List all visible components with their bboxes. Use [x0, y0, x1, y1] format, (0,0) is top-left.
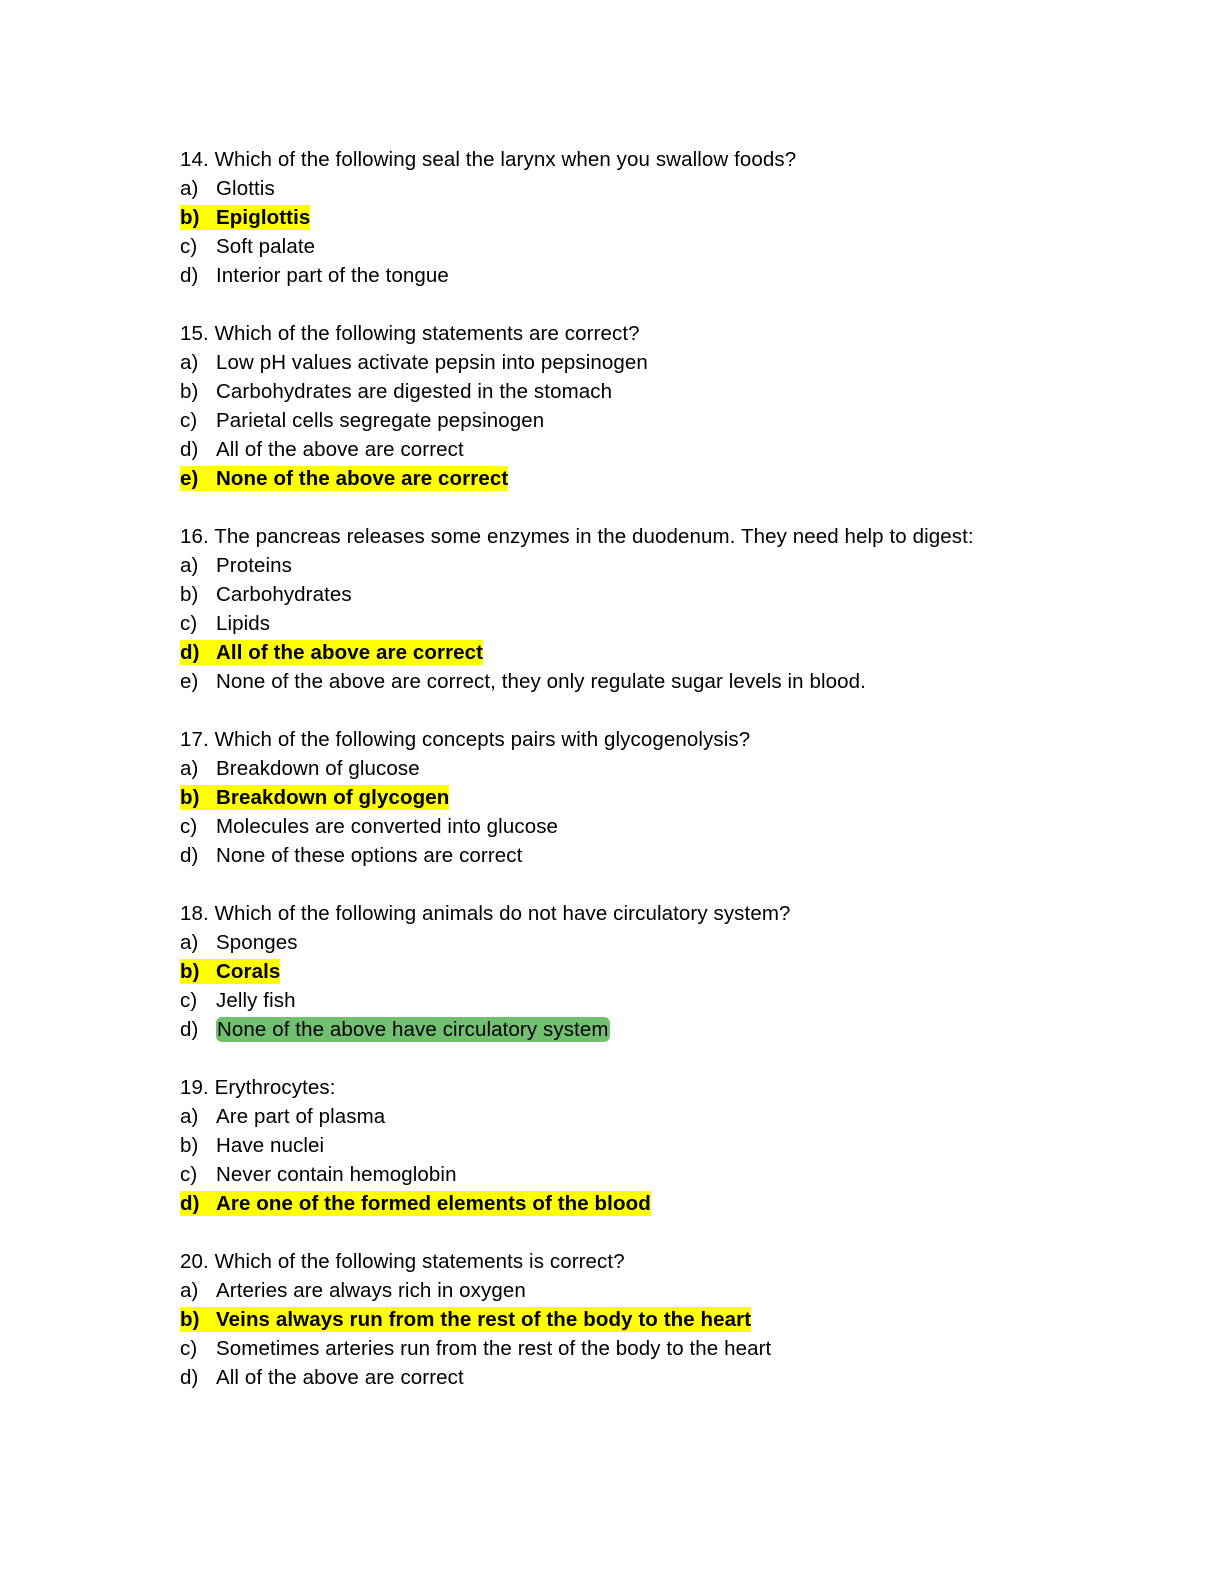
option-letter: c)	[180, 815, 198, 838]
question-stem: 18. Which of the following animals do not have circulatory system?	[180, 902, 791, 925]
answer-option	[180, 174, 1080, 203]
highlighted-answer	[180, 640, 483, 665]
option-letter: d)	[180, 844, 199, 867]
option-body	[180, 843, 522, 868]
highlighted-answer	[180, 959, 280, 984]
option-body	[180, 611, 270, 636]
option-text: Breakdown of glycogen	[216, 786, 450, 809]
answer-option	[180, 551, 1080, 580]
answer-option	[180, 1276, 1080, 1305]
option-body	[180, 1017, 610, 1042]
highlighted-answer	[180, 205, 310, 230]
option-body	[180, 408, 544, 433]
answer-option	[180, 1131, 1080, 1160]
option-letter: c)	[180, 989, 198, 1012]
option-letter: b)	[180, 1134, 199, 1157]
option-letter: b)	[180, 960, 200, 983]
highlighted-answer	[180, 466, 508, 491]
answer-option	[180, 1363, 1080, 1392]
option-text: None of the above are correct	[216, 467, 509, 490]
option-body	[180, 988, 296, 1013]
option-body	[180, 1278, 526, 1303]
option-letter: c)	[180, 235, 198, 258]
option-text: All of the above are correct	[216, 438, 464, 461]
option-body	[180, 756, 420, 781]
question-block	[180, 145, 1080, 290]
option-text: Are part of plasma	[216, 1105, 386, 1128]
option-letter: a)	[180, 351, 199, 374]
option-body	[180, 263, 449, 288]
option-body	[180, 582, 352, 607]
answer-option	[180, 1189, 1080, 1218]
question-stem: 17. Which of the following concepts pairs with glycogenolysis?	[180, 728, 751, 751]
answer-option	[180, 203, 1080, 232]
option-text: Never contain hemoglobin	[216, 1163, 457, 1186]
answer-option	[180, 609, 1080, 638]
option-letter: d)	[180, 1366, 199, 1389]
option-letter: b)	[180, 206, 200, 229]
option-body	[180, 234, 315, 259]
option-letter: b)	[180, 786, 200, 809]
option-text: Molecules are converted into glucose	[216, 815, 559, 838]
option-letter: c)	[180, 1163, 198, 1186]
answer-option	[180, 406, 1080, 435]
answer-option	[180, 1160, 1080, 1189]
quiz-page	[180, 145, 1080, 1392]
question-block	[180, 1073, 1080, 1218]
answer-option	[180, 1015, 1080, 1044]
option-letter: b)	[180, 380, 199, 403]
option-body	[180, 930, 298, 955]
option-text: Arteries are always rich in oxygen	[216, 1279, 526, 1302]
option-text: Epiglottis	[216, 206, 311, 229]
option-body	[180, 379, 612, 404]
option-letter: a)	[180, 177, 199, 200]
question-stem: 16. The pancreas releases some enzymes in the duodenum. They need help to digest:	[180, 525, 974, 548]
option-letter: a)	[180, 757, 199, 780]
green-highlighted-option-text: None of the above have circulatory system	[217, 1018, 609, 1041]
option-text: Glottis	[216, 177, 275, 200]
option-body	[180, 176, 275, 201]
question-stem: 20. Which of the following statements is correct?	[180, 1250, 625, 1273]
option-letter: a)	[180, 931, 199, 954]
option-text: All of the above are correct	[216, 641, 484, 664]
question-block	[180, 899, 1080, 1044]
question-stem: 19. Erythrocytes:	[180, 1076, 336, 1099]
answer-option	[180, 1334, 1080, 1363]
option-text: Soft palate	[216, 235, 316, 258]
option-letter: a)	[180, 1279, 199, 1302]
option-body	[180, 1336, 771, 1361]
answer-option	[180, 232, 1080, 261]
answer-option	[180, 580, 1080, 609]
option-letter: d)	[180, 264, 199, 287]
answer-option	[180, 1305, 1080, 1334]
option-letter: a)	[180, 1105, 199, 1128]
option-text: Jelly fish	[216, 989, 296, 1012]
option-body	[180, 350, 648, 375]
option-body	[180, 437, 464, 462]
answer-option	[180, 928, 1080, 957]
answer-option	[180, 638, 1080, 667]
option-text: Breakdown of glucose	[216, 757, 420, 780]
question-stem: 14. Which of the following seal the larynx when you swallow foods?	[180, 148, 797, 171]
option-letter: b)	[180, 583, 199, 606]
answer-option	[180, 667, 1080, 696]
option-body	[180, 1104, 385, 1129]
option-body	[180, 1162, 457, 1187]
option-text: Parietal cells segregate pepsinogen	[216, 409, 545, 432]
answer-option	[180, 435, 1080, 464]
answer-option	[180, 1102, 1080, 1131]
option-letter: e)	[180, 467, 199, 490]
highlighted-answer	[180, 1191, 651, 1216]
option-text: Proteins	[216, 554, 293, 577]
answer-option	[180, 464, 1080, 493]
answer-option	[180, 812, 1080, 841]
answer-option	[180, 348, 1080, 377]
option-text: Corals	[216, 960, 281, 983]
question-stem: 15. Which of the following statements are correct?	[180, 322, 640, 345]
option-text: Interior part of the tongue	[216, 264, 449, 287]
option-letter: c)	[180, 1337, 198, 1360]
option-text: Have nuclei	[216, 1134, 325, 1157]
option-text: Sometimes arteries run from the rest of the body to the heart	[216, 1337, 772, 1360]
option-text: None of these options are correct	[216, 844, 523, 867]
answer-option	[180, 377, 1080, 406]
highlighted-answer	[180, 1307, 751, 1332]
option-text: Sponges	[216, 931, 298, 954]
option-text: Veins always run from the rest of the body to the heart	[216, 1308, 752, 1331]
option-letter: c)	[180, 612, 198, 635]
option-body	[180, 814, 558, 839]
option-letter: d)	[180, 1192, 200, 1215]
question-block	[180, 319, 1080, 493]
option-body	[180, 553, 292, 578]
option-letter: d)	[180, 641, 200, 664]
answer-option	[180, 783, 1080, 812]
option-body	[180, 669, 866, 694]
answer-option	[180, 754, 1080, 783]
question-block	[180, 725, 1080, 870]
question-block	[180, 522, 1080, 696]
option-text: Carbohydrates	[216, 583, 352, 606]
highlighted-answer	[180, 785, 449, 810]
answer-option	[180, 261, 1080, 290]
option-text: Carbohydrates are digested in the stomach	[216, 380, 613, 403]
option-text: Low pH values activate pepsin into pepsinogen	[216, 351, 648, 374]
option-body	[180, 1133, 324, 1158]
answer-option	[180, 986, 1080, 1015]
option-letter: a)	[180, 554, 199, 577]
option-letter: b)	[180, 1308, 200, 1331]
option-letter: d)	[180, 1018, 199, 1041]
answer-option	[180, 841, 1080, 870]
answer-option	[180, 957, 1080, 986]
option-letter: e)	[180, 670, 199, 693]
option-text: All of the above are correct	[216, 1366, 464, 1389]
option-letter: c)	[180, 409, 198, 432]
option-letter: d)	[180, 438, 199, 461]
option-text: Lipids	[216, 612, 271, 635]
option-body	[180, 1365, 464, 1390]
question-block	[180, 1247, 1080, 1392]
option-text: None of the above are correct, they only regulate sugar levels in blood.	[216, 670, 866, 693]
option-text: Are one of the formed elements of the blood	[216, 1192, 651, 1215]
